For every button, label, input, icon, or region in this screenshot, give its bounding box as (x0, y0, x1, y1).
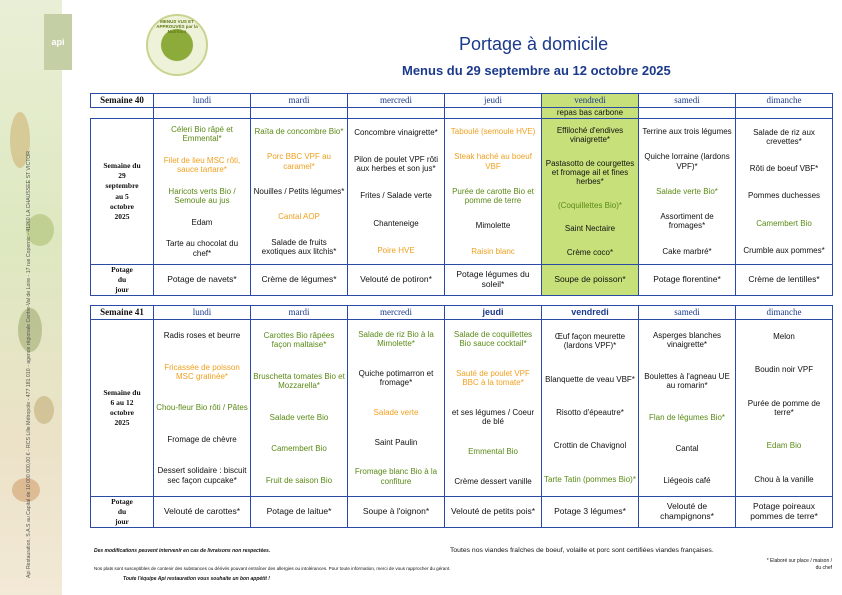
day-header-mardi: mardi (251, 94, 348, 108)
dishes-row (91, 320, 833, 497)
dish-list (350, 119, 442, 264)
page-subtitle: Menus du 29 septembre au 12 octobre 2025 (402, 63, 671, 78)
dish: Radis roses et beurre (163, 331, 241, 341)
week-date-range (91, 320, 154, 497)
day-menu-jeudi (445, 320, 542, 497)
date-range-line: 2025 (114, 211, 130, 221)
dish: Salade verte Bio (269, 412, 329, 422)
dishes-row (91, 119, 833, 265)
dish: Œuf façon meurette (lardons VPF)* (554, 332, 626, 351)
day-header-lundi: lundi (154, 94, 251, 108)
date-range-line: Semaine du (103, 161, 141, 171)
day-menu-lundi (154, 119, 251, 265)
dish-list (447, 119, 539, 264)
dish: Chou à la vanille (754, 474, 814, 484)
dish: Cantal (675, 444, 699, 454)
potage-label-line: du (117, 507, 127, 517)
date-range-line: 2025 (114, 418, 130, 428)
dish-list (156, 320, 248, 496)
dish: Porc BBC VPF au caramel* (266, 152, 332, 171)
day-menu-lundi (154, 320, 251, 497)
dish: Taboulé (semoule HVE) (450, 127, 536, 137)
allergen-note: Nos plats sont susceptibles de contenir des substances ou dérivés pouvant entraîner des allergies ou intolérances. Pour toute information, merci de vous rapprocher du gérant. (94, 566, 451, 571)
week-label: Semaine 40 (91, 94, 154, 108)
potage-label-line: Potage (111, 265, 133, 274)
day-header-mercredi: mercredi (348, 94, 445, 108)
dish: Nouilles / Petits légumes* (253, 186, 345, 196)
date-range-line: 6 au 12 (110, 397, 134, 407)
week-41-menu-table (90, 305, 833, 528)
dish: Fruit de saison Bio (265, 475, 333, 485)
potage-mardi: Potage de laitue* (251, 497, 348, 528)
dish: Cantal AOP (278, 212, 320, 222)
dish: Salade de riz aux crevettes* (753, 127, 815, 147)
day-header-jeudi: jeudi (445, 306, 542, 320)
special-row (91, 108, 833, 119)
potage-dimanche: Crème de lentilles* (736, 265, 833, 296)
potage-label-line: jour (115, 285, 129, 295)
dish: Crème dessert vanille (454, 476, 532, 486)
dish: Pommes duchesses (747, 191, 821, 201)
day-header-vendredi: vendredi (542, 94, 639, 108)
dish: Liégeois café (663, 475, 711, 485)
dish: Raïta de concombre Bio* (254, 127, 344, 137)
dish: Camembert Bio (271, 444, 327, 454)
day-menu-mercredi (348, 119, 445, 265)
api-logo: api (44, 14, 72, 70)
potage-vendredi: Soupe de poisson* (542, 265, 639, 296)
dish: Poire HVE (377, 245, 415, 255)
potage-lundi: Potage de navets* (154, 265, 251, 296)
dish: Concombre vinaigrette* (354, 127, 438, 137)
day-header-dimanche: dimanche (736, 94, 833, 108)
potage-lundi: Velouté de carottes* (154, 497, 251, 528)
dish-list (447, 320, 539, 496)
potage-samedi: Potage florentine* (639, 265, 736, 296)
dish: Raisin blanc (471, 246, 515, 256)
dish: Saint Nectaire (564, 224, 616, 234)
date-range-line: septembre (105, 181, 139, 191)
dish: Carottes Bio râpées façon maltaise* (263, 331, 335, 350)
day-menu-dimanche (736, 320, 833, 497)
legal-text: Api Restauration, S.A.S au Capital de 10 000 000,00 € - RCS Lille Métropole - 477 181 010 - agence régionale Centre-Val de Loire - 17 rue Copernic - 41260 LA CHAUSSEE ST VICTOR (26, 150, 32, 578)
dish: Purée de carotte Bio et pomme de terre (452, 186, 534, 206)
dish: Purée de pomme de terre* (747, 398, 821, 417)
spacer-cell (251, 108, 348, 119)
day-menu-jeudi (445, 119, 542, 265)
potage-row (91, 265, 833, 296)
day-header-dimanche: dimanche (736, 306, 833, 320)
dish: Effiloché d'endives vinaigrette* (556, 126, 624, 145)
potage-label-line: Potage (111, 497, 133, 506)
spacer-cell (154, 108, 251, 119)
dish: Crottin de Chavignol (553, 441, 627, 451)
potage-mardi: Crème de légumes* (251, 265, 348, 296)
bon-appetit-note: Toute l'équipe Api restauration vous souhaite un bon appétit ! (123, 576, 270, 582)
dish: Tarte Tatin (pommes Bio)* (544, 474, 636, 484)
dish: Salade de fruits exotiques aux litchis* (261, 237, 337, 256)
day-header-row (91, 94, 833, 108)
dish-list (156, 119, 248, 264)
day-menu-vendredi (542, 119, 639, 265)
dish: Salade verte (373, 408, 419, 417)
dish: Pilon de poulet VPF rôti aux herbes et son jus* (353, 155, 439, 174)
dish: Edam Bio (766, 441, 802, 451)
potage-vendredi: Potage 3 légumes* (542, 497, 639, 528)
dish: Haricots verts Bio / Semoule au jus (168, 186, 236, 206)
dish-list (738, 320, 830, 496)
dish: Quiche potimarron et fromage* (358, 369, 434, 388)
potage-mercredi: Velouté de potiron* (348, 265, 445, 296)
meat-origin-note: Toutes nos viandes fraîches de boeuf, volaille et porc sont certifiées viandes françaises. (450, 547, 714, 554)
dish: Filet de lieu MSC rôti, sauce tartare* (163, 156, 241, 175)
day-menu-dimanche (736, 119, 833, 265)
dish: Rôti de boeuf VBF* (749, 164, 819, 174)
spacer-cell (445, 108, 542, 119)
modification-note: Des modifications peuvent intervenir en cas de livraisons non respectées. (94, 548, 271, 554)
potage-row (91, 497, 833, 528)
spacer-cell (736, 108, 833, 119)
dish: Dessert solidaire : biscuit sec façon cupcake* (157, 466, 247, 485)
dish: Steak haché au boeuf VBF (454, 152, 532, 171)
dish: Terrine aux trois légumes (642, 127, 732, 137)
decorative-sidebar (0, 0, 65, 595)
dish: Melon (773, 332, 795, 342)
dish: Bruschetta tomates Bio et Mozzarella* (253, 371, 345, 391)
dish-list (544, 119, 636, 264)
dish: Salade de riz Bio à la Mimolette* (358, 330, 434, 349)
potage-mercredi: Soupe à l'oignon* (348, 497, 445, 528)
dish: Camembert Bio (756, 218, 812, 228)
dish-list (544, 320, 636, 496)
dish: Frites / Salade verte (360, 191, 432, 201)
day-header-lundi: lundi (154, 306, 251, 320)
dish: (Coquillettes Bio)* (557, 200, 623, 210)
day-header-jeudi: jeudi (445, 94, 542, 108)
dish: et ses légumes / Coeur de blé (451, 408, 535, 427)
potage-dimanche: Potage poireaux pommes de terre* (736, 497, 833, 528)
potage-samedi: Velouté de champignons* (639, 497, 736, 528)
potage-jeudi: Potage légumes du soleil* (445, 265, 542, 296)
nutrition-approval-seal: MENUS VUS ET APPROUVÉS par la Nutrition (146, 14, 208, 76)
day-header-row (91, 306, 833, 320)
date-range-line: Semaine du (103, 387, 141, 397)
dish-list (253, 119, 345, 264)
dish: Fricassée de poisson MSC gratinée* (164, 362, 240, 381)
week-date-range (91, 119, 154, 265)
dish: Fromage de chèvre (167, 434, 237, 444)
dish: Tarte au chocolat du chef* (165, 239, 239, 258)
potage-label (91, 497, 154, 528)
dish: Crème coco* (566, 247, 614, 257)
week-40-menu-table (90, 93, 833, 296)
date-range-line: 29 (118, 171, 126, 181)
dish: Blanquette de veau VBF* (545, 374, 635, 384)
dish-list (641, 119, 733, 264)
day-menu-samedi (639, 119, 736, 265)
dish-list (253, 320, 345, 496)
week-label: Semaine 41 (91, 306, 154, 320)
dish: Risotto d'épeautre* (556, 407, 624, 417)
day-menu-samedi (639, 320, 736, 497)
dish: Céleri Bio râpé et Emmental* (171, 125, 233, 144)
page-title: Portage à domicile (459, 34, 609, 54)
dish: Mimolette (475, 221, 511, 231)
homemade-legend: * Elaboré sur place / maison / du chef (766, 558, 832, 571)
day-menu-vendredi (542, 320, 639, 497)
dish: Quiche lorraine (lardons VPF)* (644, 152, 730, 171)
day-header-mercredi: mercredi (348, 306, 445, 320)
date-range-line: octobre (109, 201, 135, 211)
dish-list (641, 320, 733, 496)
dish: Chanteneige (373, 218, 419, 228)
dish: Chou-fleur Bio rôti / Pâtes (156, 403, 248, 413)
date-range-line: au 5 (115, 191, 129, 201)
date-range-line: octobre (109, 408, 135, 417)
day-header-samedi: samedi (639, 94, 736, 108)
dish: Emmental Bio (468, 446, 518, 456)
dish: Salade verte Bio* (656, 186, 718, 196)
spacer-cell (91, 108, 154, 119)
dish: Saint Paulin (374, 437, 418, 447)
dish-list (350, 320, 442, 496)
dish: Fromage blanc Bio à la confiture (354, 467, 438, 486)
spacer-cell (348, 108, 445, 119)
dish: Sauté de poulet VPF BBC à la tomate* (456, 369, 530, 388)
potage-label-line: du (117, 275, 127, 285)
dish: Cake marbré* (662, 246, 712, 256)
day-header-samedi: samedi (639, 306, 736, 320)
potage-jeudi: Velouté de petits pois* (445, 497, 542, 528)
low-carbon-label: repas bas carbone (542, 108, 639, 119)
day-header-vendredi: vendredi (542, 306, 639, 320)
dish: Boudin noir VPF (754, 365, 814, 375)
day-header-mardi: mardi (251, 306, 348, 320)
day-menu-mardi (251, 320, 348, 497)
day-menu-mercredi (348, 320, 445, 497)
dish-list (738, 119, 830, 264)
dish: Asperges blanches vinaigrette* (652, 331, 722, 350)
potage-label-line: jour (115, 517, 129, 527)
dish: Assortiment de fromages* (660, 212, 714, 231)
spacer-cell (639, 108, 736, 119)
dish: Boulettes à l'agneau UE au romarin* (644, 371, 730, 391)
dish: Edam (191, 217, 213, 227)
dish: Crumble aux pommes* (743, 245, 825, 255)
dish: Flan de légumes Bio* (648, 412, 726, 422)
dish: Pastasotto de courgettes et fromage ail et fines herbes* (545, 158, 635, 187)
day-menu-mardi (251, 119, 348, 265)
potage-label (91, 265, 154, 296)
dish: Salade de coquillettes Bio sauce cocktail* (453, 330, 533, 349)
